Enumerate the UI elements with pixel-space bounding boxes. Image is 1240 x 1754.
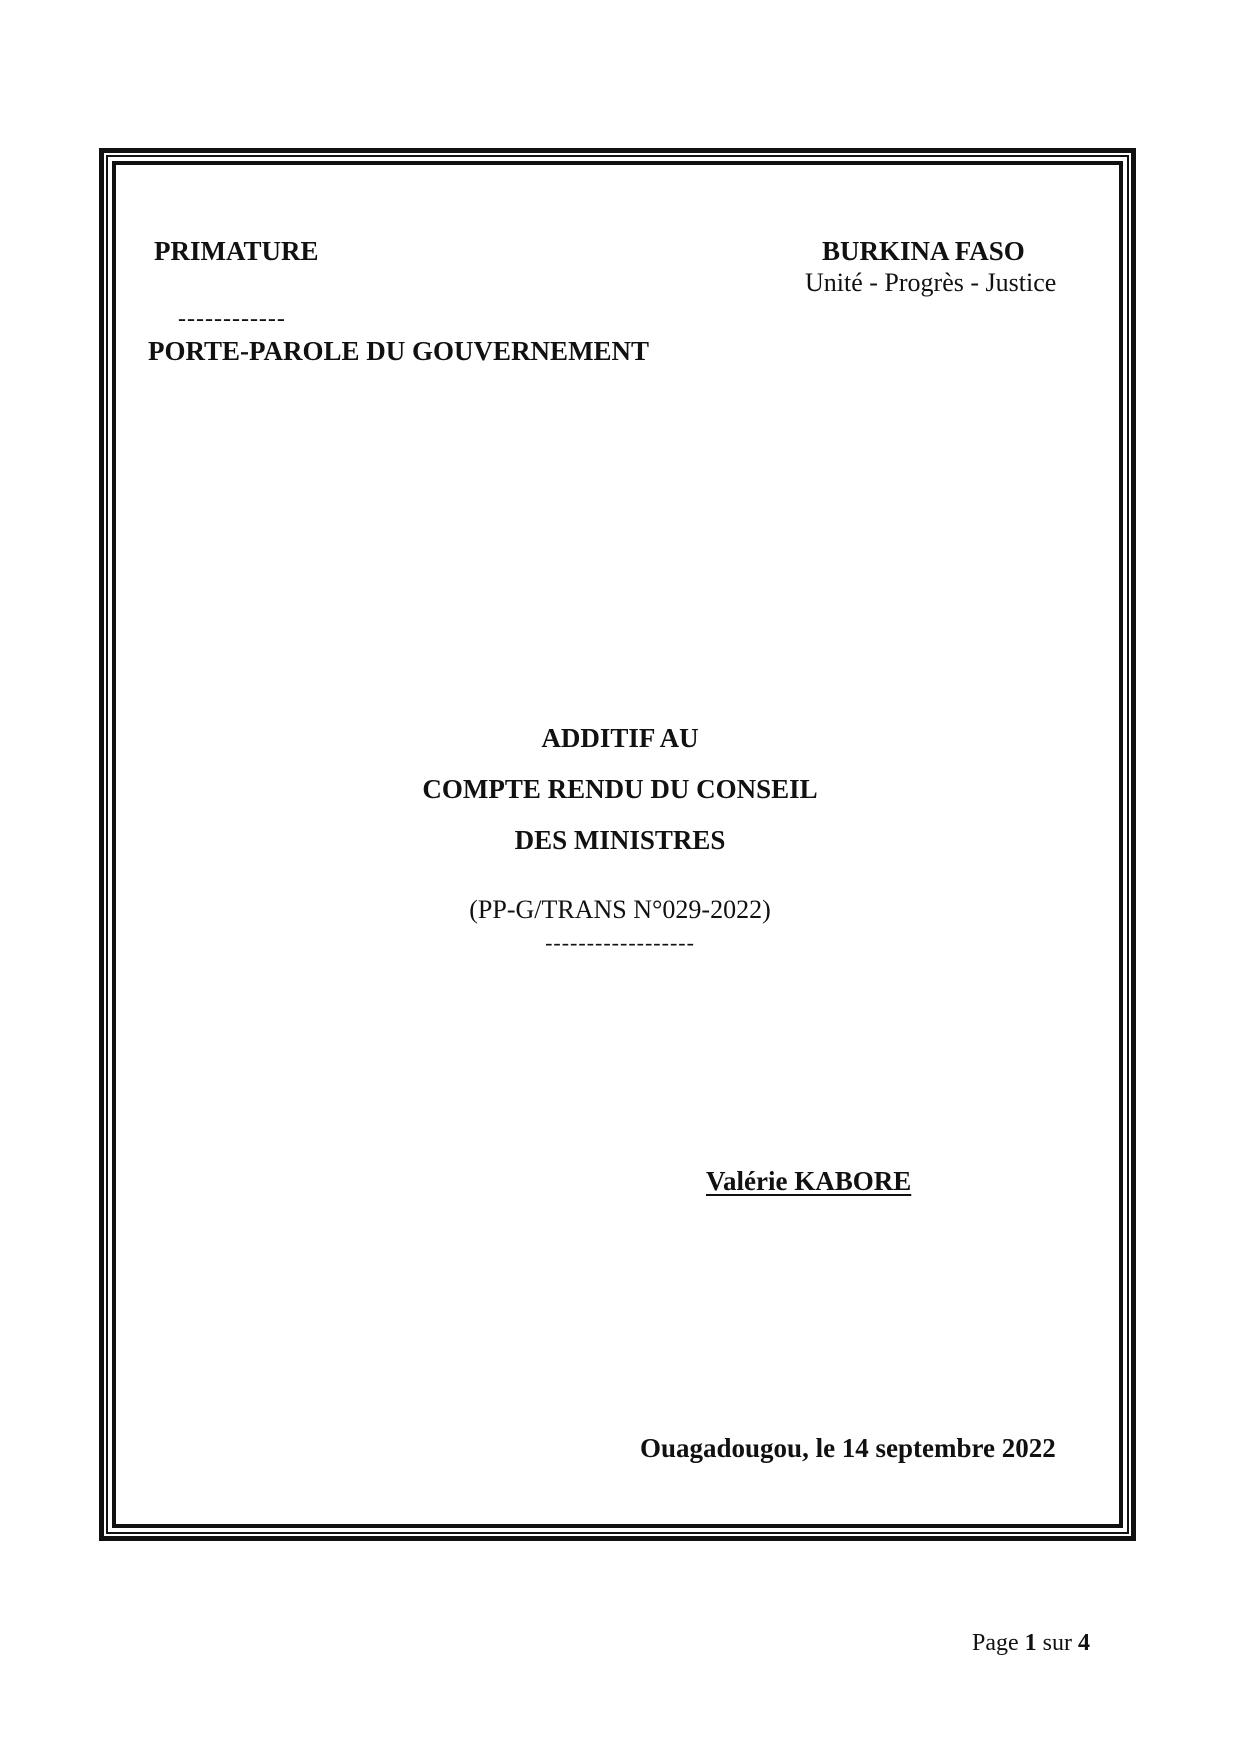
page-middle: sur	[1042, 1630, 1072, 1656]
ministry-title: PRIMATURE	[154, 236, 319, 266]
document-title-line-1: ADDITIF AU	[541, 723, 699, 753]
document-reference: (PP-G/TRANS N°029-2022)	[469, 895, 771, 924]
page-prefix: Page	[972, 1630, 1019, 1656]
place-and-date: Ouagadougou, le 14 septembre 2022	[640, 1433, 1056, 1463]
page-current: 1	[1024, 1630, 1037, 1656]
page-number	[972, 1631, 1090, 1655]
national-motto: Unité - Progrès - Justice	[805, 268, 1057, 297]
page-total: 4	[1078, 1630, 1090, 1656]
header-separator: ------------	[178, 306, 286, 332]
document-title-line-3: DES MINISTRES	[514, 825, 726, 855]
signatory-name: Valérie KABORE	[706, 1166, 912, 1196]
title-separator: ------------------	[545, 930, 695, 955]
document-title-line-2: COMPTE RENDU DU CONSEIL	[422, 774, 818, 804]
department-title: PORTE-PAROLE DU GOUVERNEMENT	[148, 336, 650, 366]
country-name: BURKINA FASO	[822, 236, 1025, 266]
